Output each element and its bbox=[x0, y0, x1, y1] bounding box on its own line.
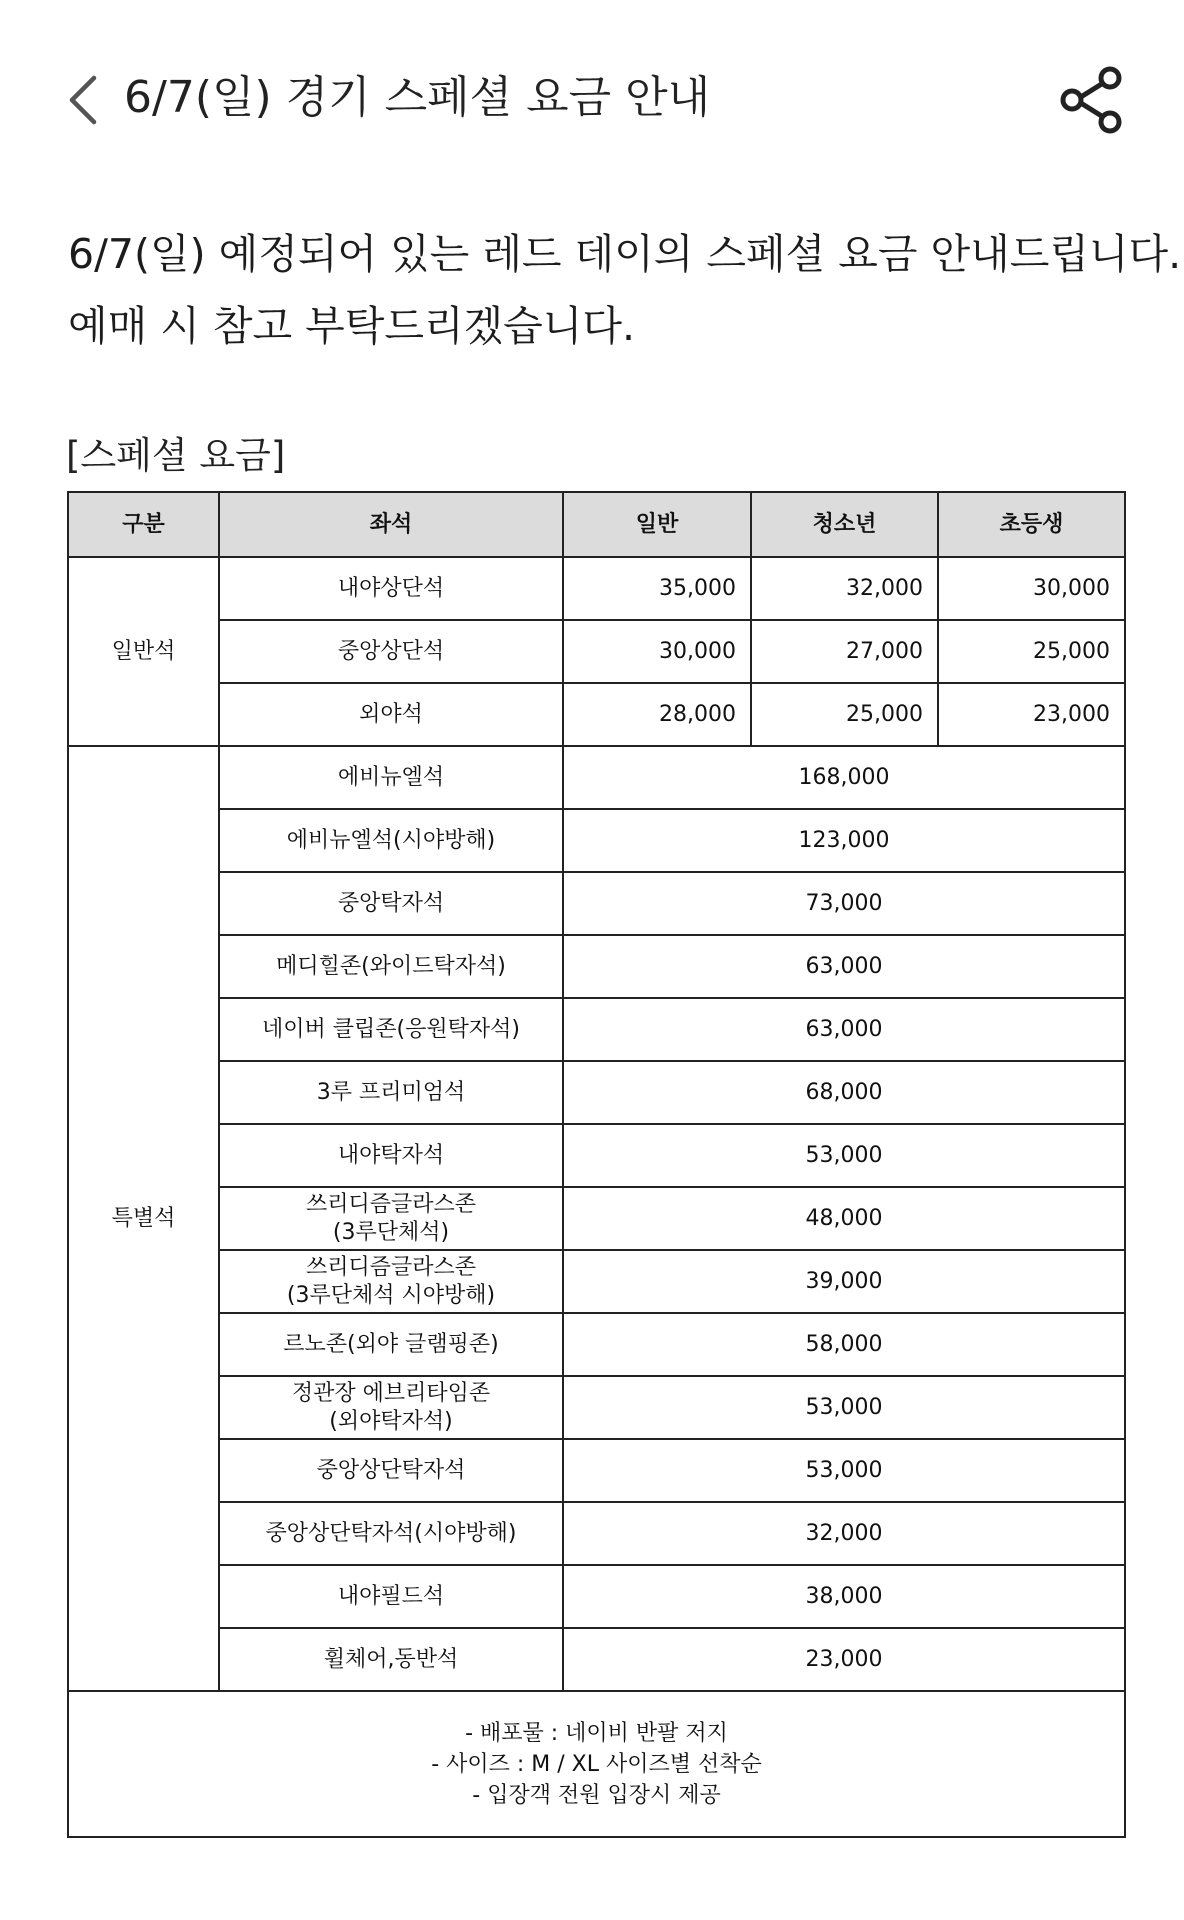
price: 63,000 bbox=[563, 935, 1125, 998]
table-row bbox=[68, 746, 1125, 809]
seat-name bbox=[219, 1061, 563, 1124]
price: 58,000 bbox=[563, 1313, 1125, 1376]
intro-line-1: 6/7(일) 예정되어 있는 레드 데이의 스페셜 요금 안내드립니다. bbox=[68, 230, 1182, 278]
price-youth: 27,000 bbox=[751, 620, 938, 683]
table-row bbox=[68, 620, 1125, 683]
price: 39,000 bbox=[563, 1250, 1125, 1313]
price: 68,000 bbox=[563, 1061, 1125, 1124]
table-row bbox=[68, 935, 1125, 998]
price: 53,000 bbox=[563, 1376, 1125, 1439]
intro-line-2: 예매 시 참고 부탁드리겠습니다. bbox=[68, 302, 636, 350]
seat-name-line: 중앙상단탁자석(시야방해) bbox=[265, 1520, 517, 1546]
price: 53,000 bbox=[563, 1439, 1125, 1502]
seat-name-line: (외야탁자석) bbox=[329, 1408, 453, 1434]
share-button[interactable] bbox=[1052, 62, 1128, 138]
table-row bbox=[68, 1124, 1125, 1187]
header-adult: 일반 bbox=[563, 492, 751, 557]
price: 53,000 bbox=[563, 1124, 1125, 1187]
price-child: 25,000 bbox=[938, 620, 1125, 683]
price: 123,000 bbox=[563, 809, 1125, 872]
price: 32,000 bbox=[563, 1502, 1125, 1565]
table-row bbox=[68, 1187, 1125, 1250]
header-seat: 좌석 bbox=[219, 492, 563, 557]
seat-name bbox=[219, 1124, 563, 1187]
table-row bbox=[68, 809, 1125, 872]
table-row bbox=[68, 1061, 1125, 1124]
seat-name bbox=[219, 872, 563, 935]
special-seats-body bbox=[68, 746, 1125, 1691]
table-row bbox=[68, 1313, 1125, 1376]
fee-table bbox=[67, 491, 1126, 1838]
price-youth: 32,000 bbox=[751, 557, 938, 620]
group-general: 일반석 bbox=[68, 557, 219, 746]
share-icon bbox=[1052, 62, 1128, 138]
seat-name-line: 휠체어,동반석 bbox=[323, 1646, 459, 1672]
note-item: - 사이즈 : M / XL 사이즈별 선착순 bbox=[431, 1751, 762, 1777]
seat-name bbox=[219, 1565, 563, 1628]
seat-name-line: 쓰리디즘글라스존 bbox=[305, 1254, 477, 1280]
back-button[interactable] bbox=[60, 70, 110, 130]
seat-name bbox=[219, 1313, 563, 1376]
table-row bbox=[68, 1439, 1125, 1502]
price-adult: 35,000 bbox=[563, 557, 751, 620]
seat-name bbox=[219, 746, 563, 809]
seat-name-line: 중앙상단탁자석 bbox=[316, 1457, 466, 1483]
seat-name-line: 내야탁자석 bbox=[337, 1142, 445, 1168]
seat-name-line: 에비뉴엘석(시야방해) bbox=[286, 827, 496, 853]
table-row bbox=[68, 557, 1125, 620]
price: 23,000 bbox=[563, 1628, 1125, 1691]
seat-name bbox=[219, 1187, 563, 1250]
price-adult: 28,000 bbox=[563, 683, 751, 746]
price: 38,000 bbox=[563, 1565, 1125, 1628]
table-row bbox=[68, 872, 1125, 935]
seat-name bbox=[219, 1628, 563, 1691]
seat-name: 외야석 bbox=[219, 683, 563, 746]
seat-name-line: 네이버 클립존(응원탁자석) bbox=[262, 1016, 520, 1042]
page-title: 6/7(일) 경기 스페셜 요금 안내 bbox=[124, 72, 711, 123]
note-item: - 입장객 전원 입장시 제공 bbox=[472, 1782, 721, 1808]
price: 48,000 bbox=[563, 1187, 1125, 1250]
seat-name-line: 3루 프리미엄석 bbox=[316, 1079, 466, 1105]
note-item: - 배포물 : 네이비 반팔 저지 bbox=[465, 1720, 728, 1746]
header-category: 구분 bbox=[68, 492, 219, 557]
table-row bbox=[68, 1565, 1125, 1628]
table-row bbox=[68, 683, 1125, 746]
seat-name bbox=[219, 1376, 563, 1439]
seat-name-line: 쓰리디즘글라스존 bbox=[305, 1191, 477, 1217]
table-row bbox=[68, 1250, 1125, 1313]
seat-name-line: 중앙탁자석 bbox=[337, 890, 445, 916]
seat-name bbox=[219, 1439, 563, 1502]
seat-name bbox=[219, 1250, 563, 1313]
header-youth: 청소년 bbox=[751, 492, 938, 557]
seat-name bbox=[219, 809, 563, 872]
price-child: 23,000 bbox=[938, 683, 1125, 746]
app-header bbox=[0, 0, 1184, 196]
notes-cell bbox=[68, 1691, 1125, 1837]
seat-name-line: 르노존(외야 글램핑존) bbox=[283, 1331, 499, 1357]
seat-name-line: 메디힐존(와이드탁자석) bbox=[276, 953, 506, 979]
table-row bbox=[68, 998, 1125, 1061]
price-youth: 25,000 bbox=[751, 683, 938, 746]
seat-name bbox=[219, 1502, 563, 1565]
notes-row bbox=[68, 1691, 1125, 1837]
table-header-row bbox=[68, 492, 1125, 557]
price: 73,000 bbox=[563, 872, 1125, 935]
seat-name bbox=[219, 998, 563, 1061]
group-special: 특별석 bbox=[68, 746, 219, 1691]
seat-name-line: 내야필드석 bbox=[337, 1583, 445, 1609]
seat-name-line: 정관장 에브리타임존 bbox=[291, 1380, 491, 1406]
seat-name-line: (3루단체석) bbox=[332, 1219, 450, 1245]
chevron-left-icon bbox=[60, 70, 110, 130]
table-row bbox=[68, 1628, 1125, 1691]
seat-name-line: 에비뉴엘석 bbox=[337, 764, 445, 790]
seat-name: 내야상단석 bbox=[219, 557, 563, 620]
price: 63,000 bbox=[563, 998, 1125, 1061]
seat-name: 중앙상단석 bbox=[219, 620, 563, 683]
price: 168,000 bbox=[563, 746, 1125, 809]
table-row bbox=[68, 1502, 1125, 1565]
section-label: [스페셜 요금] bbox=[66, 434, 286, 477]
seat-name bbox=[219, 935, 563, 998]
table-row bbox=[68, 1376, 1125, 1439]
price-child: 30,000 bbox=[938, 557, 1125, 620]
seat-name-line: (3루단체석 시야방해) bbox=[286, 1282, 496, 1308]
intro-text bbox=[68, 218, 1182, 362]
header-child: 초등생 bbox=[938, 492, 1125, 557]
price-adult: 30,000 bbox=[563, 620, 751, 683]
